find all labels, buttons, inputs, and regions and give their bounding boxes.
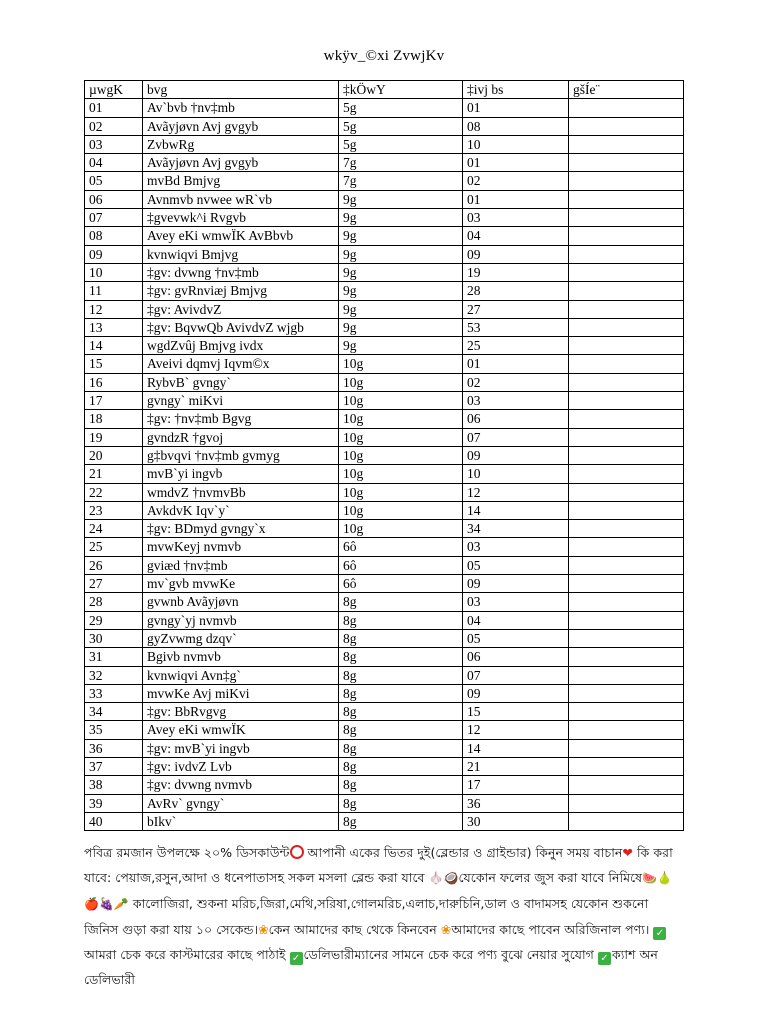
roll-cell: 09 [463, 575, 569, 593]
name-cell: ‡gvevwk^i Rvgvb [143, 209, 339, 227]
name-cell: ‡gv: AvivdvZ [143, 300, 339, 318]
serial-cell: 37 [85, 757, 143, 775]
serial-cell: 32 [85, 666, 143, 684]
class-cell: 7g [339, 172, 463, 190]
table-row [85, 300, 684, 318]
class-cell: 9g [339, 282, 463, 300]
name-cell: bIkv` [143, 812, 339, 830]
check-icon: ✓ [653, 927, 666, 940]
promo-line-uses: কি করা যাবে: পেয়াজ,রসুন,আদা ও ধনেপাতাসহ সকল মসলা ব্লেন্ড করা যাবে [84, 845, 673, 885]
check-icon: ✓ [290, 952, 303, 965]
table-row [85, 812, 684, 830]
name-cell: ‡gv: BqvwQb AvivdvZ wjgb [143, 318, 339, 336]
roll-cell: 34 [463, 520, 569, 538]
remarks-cell [569, 648, 684, 666]
remarks-cell [569, 684, 684, 702]
table-row [85, 721, 684, 739]
serial-cell: 13 [85, 318, 143, 336]
header-name: bvg [143, 81, 339, 99]
remarks-cell [569, 575, 684, 593]
table-row [85, 465, 684, 483]
remarks-cell [569, 520, 684, 538]
class-cell: 8g [339, 666, 463, 684]
name-cell: ZvbwRg [143, 135, 339, 153]
remarks-cell [569, 190, 684, 208]
roll-cell: 05 [463, 556, 569, 574]
name-cell: mvwKeyj nvmvb [143, 538, 339, 556]
roll-cell: 09 [463, 245, 569, 263]
name-cell: gviæd †nv‡mb [143, 556, 339, 574]
remarks-cell [569, 135, 684, 153]
class-cell: 8g [339, 648, 463, 666]
class-cell: 8g [339, 684, 463, 702]
table-row [85, 117, 684, 135]
table-row [85, 392, 684, 410]
roll-cell: 28 [463, 282, 569, 300]
remarks-cell [569, 154, 684, 172]
roll-cell: 14 [463, 501, 569, 519]
page-title: wkÿv_©xi ZvwjKv [323, 48, 445, 64]
roll-cell: 15 [463, 703, 569, 721]
table-row [85, 410, 684, 428]
serial-cell: 07 [85, 209, 143, 227]
table-row [85, 501, 684, 519]
roll-cell: 01 [463, 190, 569, 208]
remarks-cell [569, 300, 684, 318]
class-cell: 8g [339, 757, 463, 775]
remarks-cell [569, 99, 684, 117]
name-cell: gvndzR †gvoj [143, 428, 339, 446]
roll-cell: 12 [463, 483, 569, 501]
remarks-cell [569, 556, 684, 574]
name-cell: ‡gv: gvRnviæj Bmjvg [143, 282, 339, 300]
roll-cell: 02 [463, 172, 569, 190]
roll-cell: 14 [463, 739, 569, 757]
name-cell: Aveivi dqmvj Iqvm©x [143, 355, 339, 373]
roll-cell: 17 [463, 776, 569, 794]
remarks-cell [569, 355, 684, 373]
promo-text [84, 840, 684, 992]
table-row [85, 703, 684, 721]
roll-cell: 03 [463, 209, 569, 227]
name-cell: gvngy`yj nvmvb [143, 611, 339, 629]
remarks-cell [569, 611, 684, 629]
remarks-cell [569, 812, 684, 830]
remarks-cell [569, 629, 684, 647]
class-cell: 10g [339, 392, 463, 410]
student-table [84, 80, 684, 831]
serial-cell: 40 [85, 812, 143, 830]
promo-line-blender: আপানী একের ভিতর দুই(ব্লেন্ডার ও গ্রাইন্ডার) কিনুন সময় বাচান [303, 845, 623, 860]
roll-cell: 30 [463, 812, 569, 830]
roll-cell: 07 [463, 428, 569, 446]
roll-cell: 03 [463, 538, 569, 556]
remarks-cell [569, 666, 684, 684]
red-circle-icon [290, 845, 304, 859]
remarks-cell [569, 428, 684, 446]
remarks-cell [569, 410, 684, 428]
table-row [85, 538, 684, 556]
remarks-cell [569, 209, 684, 227]
remarks-cell [569, 538, 684, 556]
serial-cell: 36 [85, 739, 143, 757]
name-cell: g‡bvqvi †nv‡mb gvmyg [143, 446, 339, 464]
carrot-icon: 🥕 [113, 897, 129, 911]
remarks-cell [569, 465, 684, 483]
class-cell: 9g [339, 245, 463, 263]
serial-cell: 17 [85, 392, 143, 410]
class-cell: 8g [339, 629, 463, 647]
roll-cell: 10 [463, 135, 569, 153]
serial-cell: 28 [85, 593, 143, 611]
roll-cell: 06 [463, 648, 569, 666]
roll-cell: 25 [463, 337, 569, 355]
class-cell: 9g [339, 263, 463, 281]
class-cell: 10g [339, 446, 463, 464]
check-icon: ✓ [598, 952, 611, 965]
table-row [85, 263, 684, 281]
name-cell: Avnmvb nvwee wR`vb [143, 190, 339, 208]
class-cell: 8g [339, 721, 463, 739]
remarks-cell [569, 593, 684, 611]
remarks-cell [569, 501, 684, 519]
roll-cell: 02 [463, 373, 569, 391]
table-row [85, 776, 684, 794]
serial-cell: 09 [85, 245, 143, 263]
table-row [85, 757, 684, 775]
promo-line-why: কেন আমাদের কাছ থেকে কিনবেন [268, 922, 441, 937]
serial-cell: 25 [85, 538, 143, 556]
serial-cell: 11 [85, 282, 143, 300]
name-cell: ‡gv: BbRvgvg [143, 703, 339, 721]
class-cell: 8g [339, 593, 463, 611]
class-cell: 10g [339, 465, 463, 483]
roll-cell: 01 [463, 154, 569, 172]
roll-cell: 12 [463, 721, 569, 739]
roll-cell: 27 [463, 300, 569, 318]
class-cell: 10g [339, 483, 463, 501]
remarks-cell [569, 245, 684, 263]
table-row [85, 99, 684, 117]
name-cell: kvnwiqvi Avn‡g` [143, 666, 339, 684]
roll-cell: 19 [463, 263, 569, 281]
table-row [85, 227, 684, 245]
roll-cell: 36 [463, 794, 569, 812]
table-row [85, 648, 684, 666]
table-row [85, 611, 684, 629]
serial-cell: 23 [85, 501, 143, 519]
name-cell: ‡gv: dvwng †nv‡mb [143, 263, 339, 281]
name-cell: Bgivb nvmvb [143, 648, 339, 666]
roll-cell: 08 [463, 117, 569, 135]
serial-cell: 21 [85, 465, 143, 483]
header-serial: µwgK [85, 81, 143, 99]
table-row [85, 739, 684, 757]
name-cell: Avãyjøvn Avj gvgyb [143, 154, 339, 172]
table-row [85, 520, 684, 538]
remarks-cell [569, 282, 684, 300]
table-row [85, 190, 684, 208]
roll-cell: 10 [463, 465, 569, 483]
name-cell: wmdvZ †nvmvBb [143, 483, 339, 501]
name-cell: mvwKe Avj miKvi [143, 684, 339, 702]
class-cell: 8g [339, 812, 463, 830]
table-row [85, 355, 684, 373]
remarks-cell [569, 739, 684, 757]
remarks-cell [569, 483, 684, 501]
name-cell: mvBd Bmjvg [143, 172, 339, 190]
name-cell: gvngy` miKvi [143, 392, 339, 410]
table-row [85, 337, 684, 355]
class-cell: 9g [339, 318, 463, 336]
class-cell: 6ô [339, 556, 463, 574]
serial-cell: 16 [85, 373, 143, 391]
apple-icon: 🍎 [84, 897, 99, 911]
table-row [85, 483, 684, 501]
serial-cell: 24 [85, 520, 143, 538]
heart-icon: ❤ [622, 845, 633, 860]
class-cell: 10g [339, 428, 463, 446]
name-cell: ‡gv: BDmyd gvngy`x [143, 520, 339, 538]
promo-line-discount: পবিত্র রমজান উপলক্ষে ২০% ডিসকাউন্ট [84, 845, 290, 860]
table-row [85, 209, 684, 227]
remarks-cell [569, 794, 684, 812]
remarks-cell [569, 172, 684, 190]
name-cell: AvkdvK Iqv`y` [143, 501, 339, 519]
serial-cell: 05 [85, 172, 143, 190]
serial-cell: 18 [85, 410, 143, 428]
promo-line-deliveryman: ডেলিভারীম্যানের সামনে চেক করে পণ্য বুঝে নেয়ার সুযোগ [303, 947, 598, 962]
serial-cell: 03 [85, 135, 143, 153]
serial-cell: 04 [85, 154, 143, 172]
roll-cell: 07 [463, 666, 569, 684]
name-cell: Avey eKi wmwÏK AvBbvb [143, 227, 339, 245]
name-cell: wgdZvûj Bmjvg ivdx [143, 337, 339, 355]
name-cell: Avãyjøvn Avj gvgyb [143, 117, 339, 135]
class-cell: 10g [339, 501, 463, 519]
table-row [85, 684, 684, 702]
roll-cell: 05 [463, 629, 569, 647]
roll-cell: 21 [463, 757, 569, 775]
remarks-cell [569, 392, 684, 410]
header-roll: ‡ivj bs [463, 81, 569, 99]
coconut-icon: 🥥 [443, 871, 459, 885]
class-cell: 10g [339, 520, 463, 538]
name-cell: Av`bvb †nv‡mb [143, 99, 339, 117]
remarks-cell [569, 721, 684, 739]
name-cell: AvRv` gvngy` [143, 794, 339, 812]
class-cell: 10g [339, 373, 463, 391]
serial-cell: 14 [85, 337, 143, 355]
roll-cell: 03 [463, 593, 569, 611]
promo-line-juice: যেকোন ফলের জুস করা যাবে নিমিষে [458, 870, 643, 885]
class-cell: 9g [339, 300, 463, 318]
class-cell: 5g [339, 135, 463, 153]
remarks-cell [569, 757, 684, 775]
table-row [85, 373, 684, 391]
watermelon-icon: 🍉 [642, 871, 658, 885]
class-cell: 9g [339, 209, 463, 227]
class-cell: 8g [339, 611, 463, 629]
promo-line-cod: ক্যাশ অন ডেলিভারী [84, 947, 658, 987]
name-cell: RybvB` gvngy` [143, 373, 339, 391]
remarks-cell [569, 227, 684, 245]
table-row [85, 135, 684, 153]
serial-cell: 35 [85, 721, 143, 739]
remarks-cell [569, 446, 684, 464]
serial-cell: 15 [85, 355, 143, 373]
grapes-icon: 🍇 [98, 897, 114, 911]
promo-line-original: আমাদের কাছে পাবেন অরিজিনাল পণ্য। [451, 922, 650, 937]
name-cell: gyZvwmg dzqv` [143, 629, 339, 647]
table-row [85, 575, 684, 593]
table-row [85, 172, 684, 190]
class-cell: 8g [339, 703, 463, 721]
remarks-cell [569, 703, 684, 721]
serial-cell: 10 [85, 263, 143, 281]
table-row [85, 666, 684, 684]
serial-cell: 20 [85, 446, 143, 464]
class-cell: 5g [339, 117, 463, 135]
name-cell: ‡gv: dvwng nvmvb [143, 776, 339, 794]
remarks-cell [569, 117, 684, 135]
roll-cell: 09 [463, 446, 569, 464]
serial-cell: 33 [85, 684, 143, 702]
roll-cell: 09 [463, 684, 569, 702]
table-row [85, 794, 684, 812]
serial-cell: 02 [85, 117, 143, 135]
class-cell: 9g [339, 227, 463, 245]
name-cell: ‡gv: †nv‡mb Bgvg [143, 410, 339, 428]
remarks-cell [569, 263, 684, 281]
table-row [85, 556, 684, 574]
roll-cell: 06 [463, 410, 569, 428]
table-row [85, 282, 684, 300]
table-row [85, 629, 684, 647]
name-cell: mv`gvb mvwKe [143, 575, 339, 593]
serial-cell: 19 [85, 428, 143, 446]
name-cell: ‡gv: ivdvZ Lvb [143, 757, 339, 775]
name-cell: gvwnb Avãyjøvn [143, 593, 339, 611]
header-remarks: gšÍe¨ [569, 81, 684, 99]
table-header-row [85, 81, 684, 99]
remarks-cell [569, 318, 684, 336]
header-class: ‡kÖwY [339, 81, 463, 99]
serial-cell: 06 [85, 190, 143, 208]
serial-cell: 29 [85, 611, 143, 629]
serial-cell: 38 [85, 776, 143, 794]
class-cell: 9g [339, 190, 463, 208]
pear-icon: 🍐 [657, 871, 673, 885]
flower-icon: ❀ [258, 922, 269, 937]
roll-cell: 04 [463, 611, 569, 629]
class-cell: 9g [339, 337, 463, 355]
serial-cell: 27 [85, 575, 143, 593]
remarks-cell [569, 373, 684, 391]
roll-cell: 03 [463, 392, 569, 410]
serial-cell: 30 [85, 629, 143, 647]
class-cell: 6ô [339, 575, 463, 593]
roll-cell: 04 [463, 227, 569, 245]
name-cell: mvB`yi ingvb [143, 465, 339, 483]
class-cell: 7g [339, 154, 463, 172]
serial-cell: 08 [85, 227, 143, 245]
class-cell: 8g [339, 794, 463, 812]
table-row [85, 428, 684, 446]
serial-cell: 31 [85, 648, 143, 666]
serial-cell: 34 [85, 703, 143, 721]
name-cell: kvnwiqvi Bmjvg [143, 245, 339, 263]
garlic-icon: 🧄 [428, 871, 444, 885]
table-row [85, 245, 684, 263]
roll-cell: 01 [463, 355, 569, 373]
roll-cell: 53 [463, 318, 569, 336]
class-cell: 8g [339, 739, 463, 757]
class-cell: 6ô [339, 538, 463, 556]
class-cell: 8g [339, 776, 463, 794]
promo-line-checked: আমরা চেক করে কাস্টমারের কাছে পাঠাই [84, 947, 290, 962]
table-row [85, 154, 684, 172]
serial-cell: 12 [85, 300, 143, 318]
serial-cell: 39 [85, 794, 143, 812]
serial-cell: 01 [85, 99, 143, 117]
table-row [85, 318, 684, 336]
table-row [85, 593, 684, 611]
table-row [85, 446, 684, 464]
class-cell: 10g [339, 410, 463, 428]
remarks-cell [569, 776, 684, 794]
remarks-cell [569, 337, 684, 355]
roll-cell: 01 [463, 99, 569, 117]
class-cell: 5g [339, 99, 463, 117]
serial-cell: 22 [85, 483, 143, 501]
flower-icon: ❀ [440, 922, 452, 937]
name-cell: ‡gv: mvB`yi ingvb [143, 739, 339, 757]
name-cell: Avey eKi wmwÏK [143, 721, 339, 739]
class-cell: 10g [339, 355, 463, 373]
promo-line-spices: কালোজিরা, শুকনা মরিচ,জিরা,মেথি,সরিষা,গোলমরিচ,এলাচ,দারুচিনি,ডাল ও বাদামসহ যেকোন শুকনো জিনিস গুড়া করা যায় ১০ সেকেন্ড। [84, 896, 649, 937]
serial-cell: 26 [85, 556, 143, 574]
